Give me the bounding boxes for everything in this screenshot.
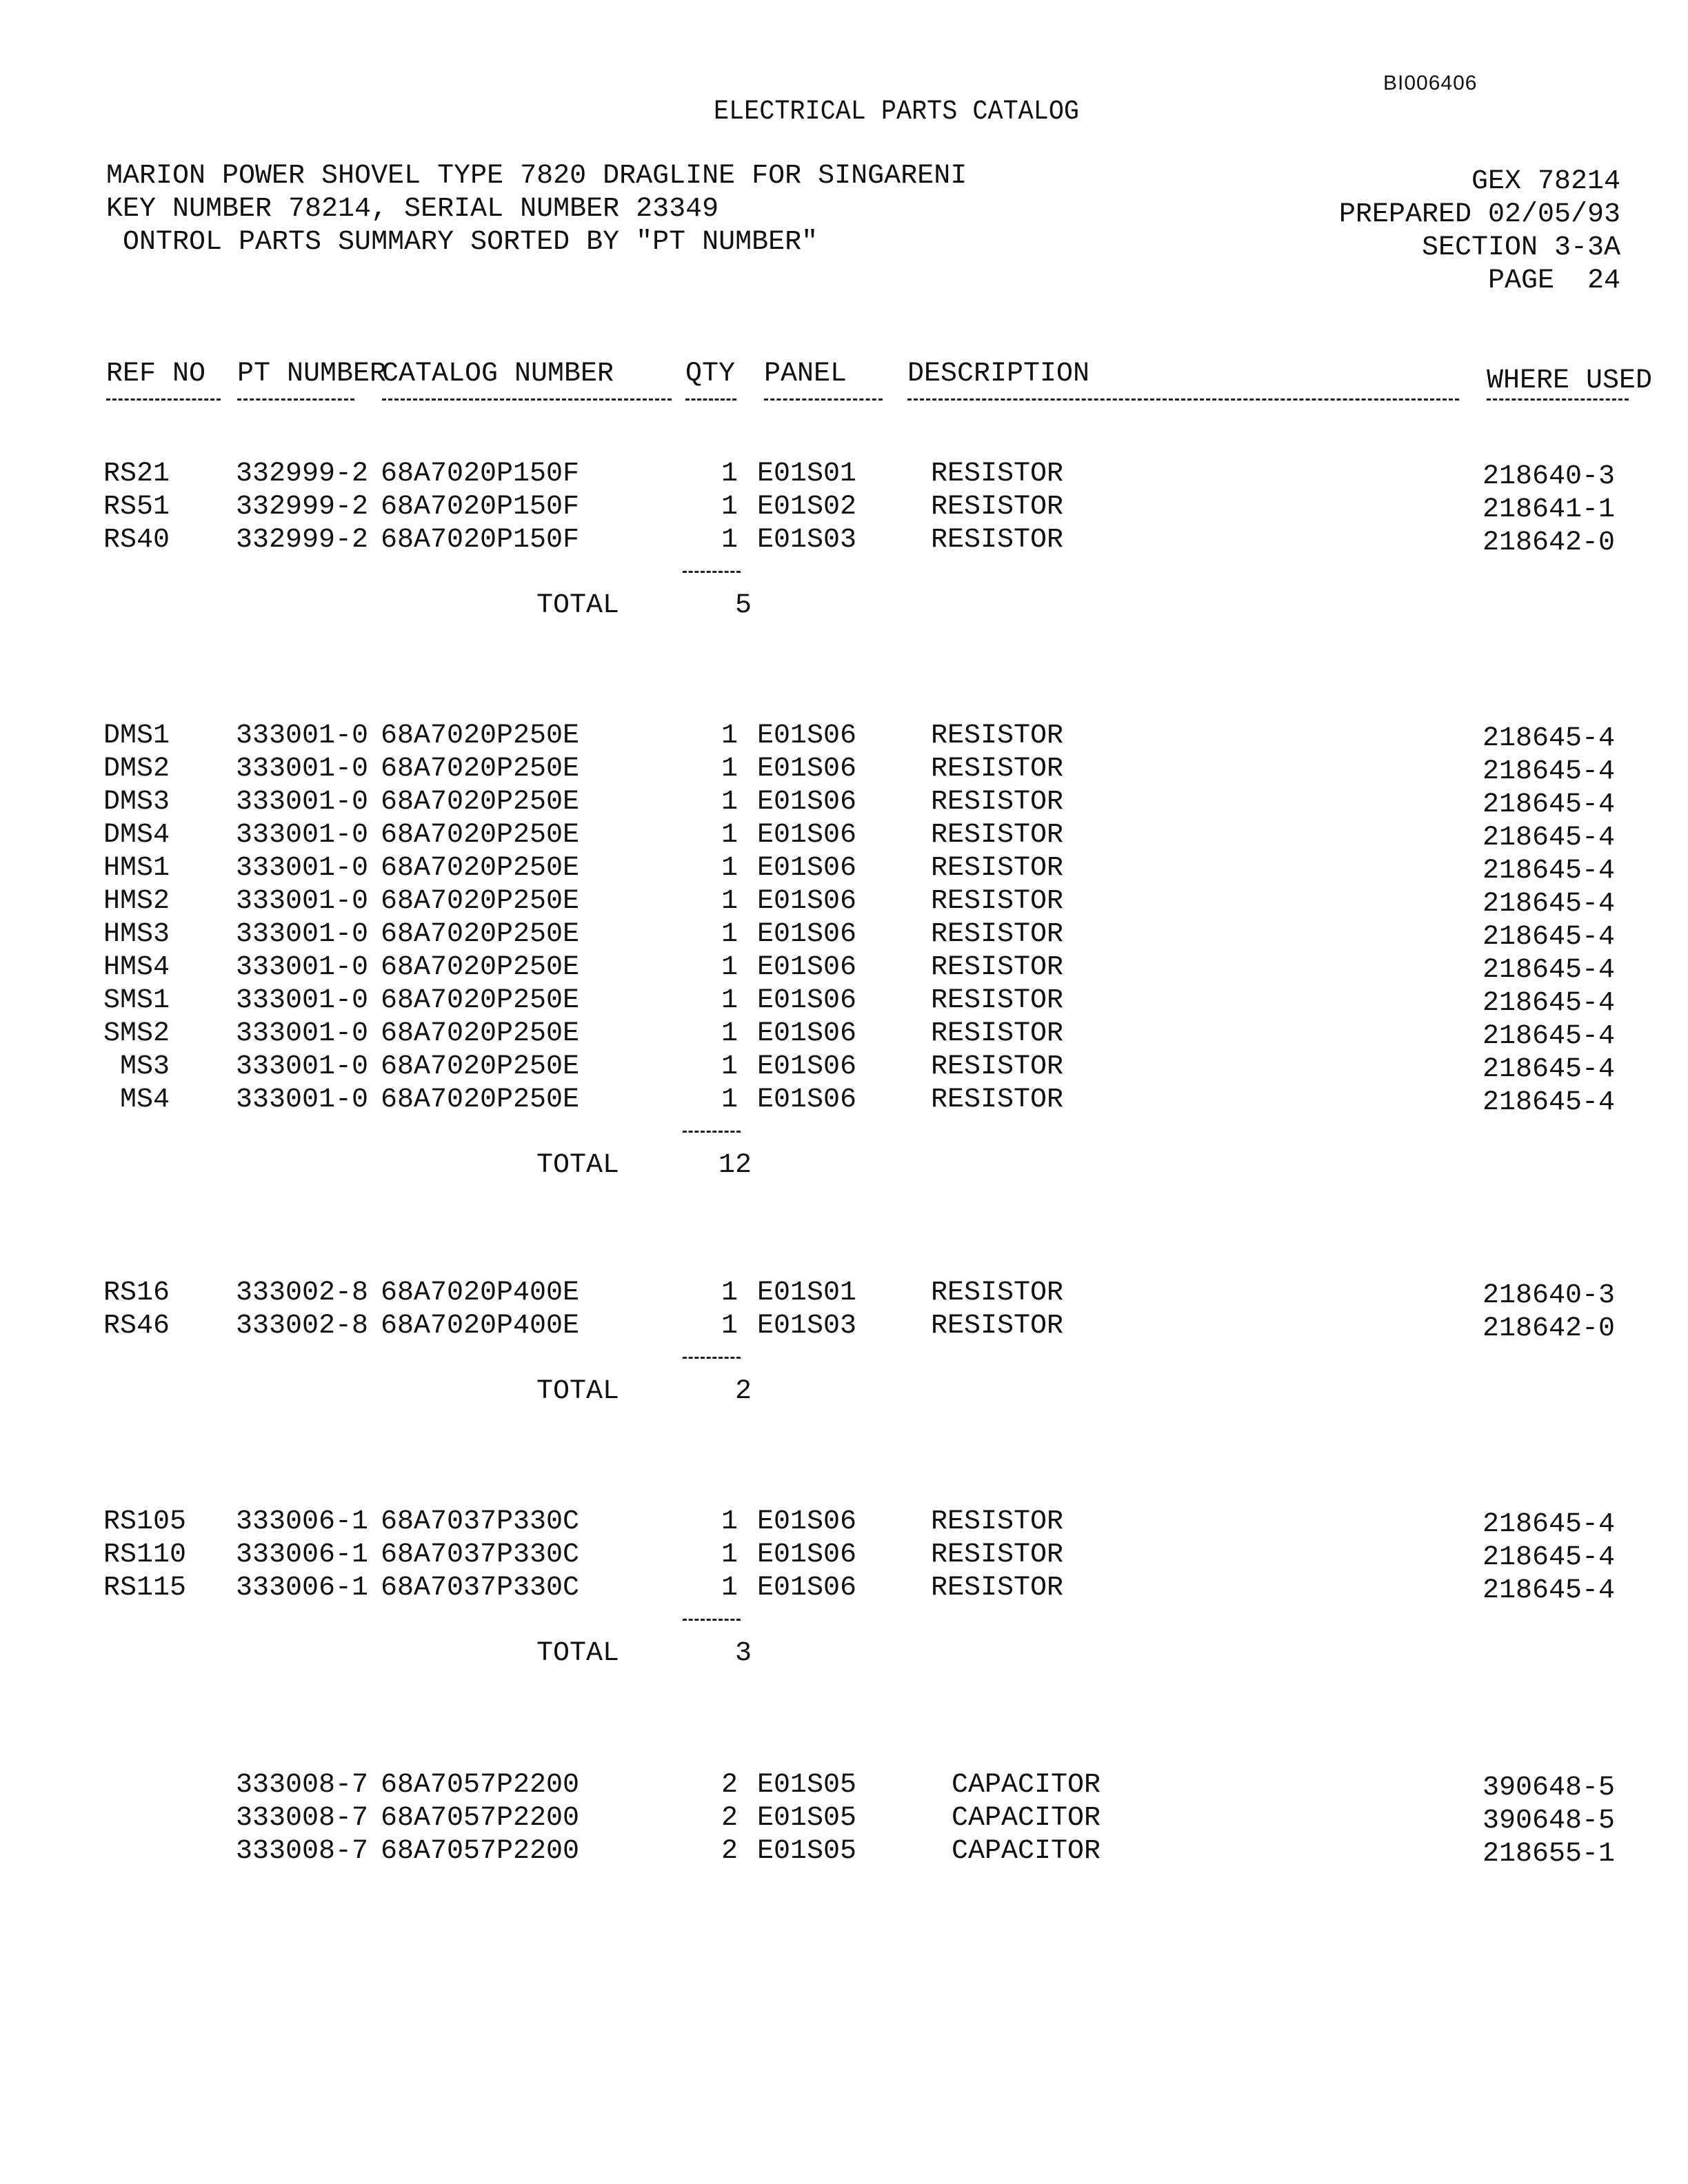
pt-number-cell: 333008-7: [236, 1770, 369, 1801]
column-headers: [0, 358, 1688, 421]
header-section: SECTION 3-3A: [1421, 232, 1620, 263]
header-page: PAGE 24: [1487, 265, 1620, 296]
total-value: 5: [734, 590, 752, 621]
table-row: [0, 1572, 1688, 1605]
where-used-cell: 218641-1: [1483, 494, 1616, 525]
qty-cell: 1: [721, 458, 738, 489]
table-row: [0, 524, 1688, 557]
col-panel: PANEL: [764, 358, 847, 390]
panel-cell: E01S06: [757, 919, 857, 950]
ref-no-cell: DMS2: [103, 754, 170, 785]
ref-no-cell: DMS3: [103, 787, 170, 818]
divider: [907, 398, 1459, 401]
description-cell: CAPACITOR: [952, 1803, 1101, 1834]
panel-cell: E01S06: [757, 952, 857, 983]
catalog-number-cell: 68A7037P330C: [381, 1573, 580, 1604]
description-cell: RESISTOR: [931, 525, 1064, 556]
panel-cell: E01S06: [757, 1018, 857, 1049]
table-row: [0, 1539, 1688, 1572]
pt-number-cell: 333006-1: [236, 1539, 369, 1570]
where-used-cell: 390648-5: [1483, 1806, 1616, 1837]
qty-cell: 1: [721, 720, 738, 751]
total-rule-dashes: [683, 1619, 741, 1621]
ref-no-cell: HMS1: [103, 853, 170, 884]
where-used-cell: 218645-4: [1483, 1575, 1616, 1606]
divider: [237, 398, 354, 401]
where-used-cell: 218645-4: [1483, 1021, 1616, 1052]
total-rule: [0, 1605, 1688, 1637]
qty-cell: 1: [721, 853, 738, 884]
table-row: [0, 753, 1688, 786]
catalog-number-cell: 68A7020P250E: [381, 853, 580, 884]
where-used-cell: 218655-1: [1483, 1839, 1616, 1870]
table-row: [0, 1769, 1688, 1802]
qty-cell: 1: [721, 820, 738, 851]
col-ref-no: REF NO: [106, 358, 206, 390]
panel-cell: E01S06: [757, 985, 857, 1016]
ref-no-cell: HMS4: [103, 952, 170, 983]
total-value: 3: [734, 1638, 752, 1669]
divider: [1487, 398, 1629, 401]
catalog-number-cell: 68A7020P250E: [381, 919, 580, 950]
panel-cell: E01S06: [757, 853, 857, 884]
parts-group: [0, 1506, 1688, 1671]
description-cell: RESISTOR: [931, 754, 1064, 785]
table-row: [0, 1506, 1688, 1539]
qty-cell: 1: [721, 492, 738, 523]
panel-cell: E01S02: [757, 492, 857, 523]
where-used-cell: 218645-4: [1483, 756, 1616, 787]
ref-no-cell: RS51: [103, 492, 170, 523]
pt-number-cell: 333001-0: [236, 1084, 369, 1115]
panel-cell: E01S05: [757, 1803, 857, 1834]
pt-number-cell: 333001-0: [236, 720, 369, 751]
total-row: [0, 1375, 1688, 1409]
qty-cell: 2: [721, 1836, 738, 1867]
qty-cell: 1: [721, 1539, 738, 1570]
table-row: [0, 720, 1688, 753]
panel-cell: E01S06: [757, 787, 857, 818]
description-cell: RESISTOR: [931, 985, 1064, 1016]
total-rule: [0, 1117, 1688, 1149]
catalog-number-cell: 68A7037P330C: [381, 1506, 580, 1537]
ref-no-cell: HMS3: [103, 919, 170, 950]
description-cell: RESISTOR: [931, 1084, 1064, 1115]
description-cell: RESISTOR: [931, 853, 1064, 884]
pt-number-cell: 333001-0: [236, 886, 369, 917]
catalog-number-cell: 68A7020P250E: [381, 820, 580, 851]
divider: [106, 398, 221, 401]
qty-cell: 1: [721, 1311, 738, 1342]
panel-cell: E01S06: [757, 720, 857, 751]
table-row: [0, 885, 1688, 918]
where-used-cell: 218645-4: [1483, 1542, 1616, 1573]
table-row: [0, 984, 1688, 1018]
ref-no-cell: RS110: [103, 1539, 187, 1570]
total-label: TOTAL: [536, 1638, 620, 1669]
divider: [764, 398, 883, 401]
description-cell: RESISTOR: [931, 1573, 1064, 1604]
ref-no-cell: MS3: [103, 1051, 170, 1082]
description-cell: RESISTOR: [931, 787, 1064, 818]
pt-number-cell: 333001-0: [236, 952, 369, 983]
ref-no-cell: RS115: [103, 1573, 187, 1604]
total-rule-dashes: [683, 1131, 741, 1133]
qty-cell: 1: [721, 787, 738, 818]
description-cell: RESISTOR: [931, 1018, 1064, 1049]
catalog-number-cell: 68A7020P250E: [381, 754, 580, 785]
header-summary-line: ONTROL PARTS SUMMARY SORTED BY "PT NUMBER": [106, 227, 818, 258]
where-used-cell: 218645-4: [1483, 889, 1616, 920]
description-cell: CAPACITOR: [952, 1770, 1101, 1801]
ref-no-cell: DMS4: [103, 820, 170, 851]
total-value: 2: [734, 1376, 752, 1407]
panel-cell: E01S01: [757, 1277, 857, 1308]
panel-cell: E01S06: [757, 820, 857, 851]
pt-number-cell: 333002-8: [236, 1277, 369, 1308]
total-rule: [0, 557, 1688, 589]
table-row: [0, 1835, 1688, 1868]
panel-cell: E01S01: [757, 458, 857, 489]
catalog-number-cell: 68A7020P250E: [381, 1018, 580, 1049]
total-row: [0, 1637, 1688, 1671]
where-used-cell: 218640-3: [1483, 461, 1616, 492]
catalog-number-cell: 68A7020P150F: [381, 458, 580, 489]
col-catalog-number: CATALOG NUMBER: [382, 358, 614, 390]
catalog-number-cell: 68A7020P250E: [381, 1084, 580, 1115]
panel-cell: E01S05: [757, 1770, 857, 1801]
table-row: [0, 458, 1688, 491]
description-cell: RESISTOR: [931, 1311, 1064, 1342]
where-used-cell: 218645-4: [1483, 723, 1616, 754]
qty-cell: 1: [721, 1506, 738, 1537]
catalog-number-cell: 68A7020P400E: [381, 1277, 580, 1308]
page-title: ELECTRICAL PARTS CATALOG: [713, 97, 1080, 128]
pt-number-cell: 333008-7: [236, 1836, 369, 1867]
panel-cell: E01S06: [757, 1573, 857, 1604]
pt-number-cell: 333001-0: [236, 820, 369, 851]
total-rule-dashes: [683, 1357, 741, 1359]
where-used-cell: 218642-0: [1483, 1313, 1616, 1344]
pt-number-cell: 333001-0: [236, 1051, 369, 1082]
divider: [685, 398, 736, 401]
header-right: [1339, 165, 1620, 298]
where-used-cell: 218645-4: [1483, 856, 1616, 887]
catalog-number-cell: 68A7020P150F: [381, 525, 580, 556]
ref-no-cell: RS105: [103, 1506, 187, 1537]
table-row: [0, 1051, 1688, 1084]
header-left: [106, 160, 967, 259]
panel-cell: E01S06: [757, 1051, 857, 1082]
catalog-number-cell: 68A7057P2200: [381, 1836, 580, 1867]
panel-cell: E01S06: [757, 886, 857, 917]
table-row: [0, 1310, 1688, 1343]
parts-group: [0, 1769, 1688, 1868]
header-prepared: PREPARED 02/05/93: [1338, 199, 1620, 230]
ref-no-cell: SMS2: [103, 1018, 170, 1049]
where-used-cell: 218645-4: [1483, 1509, 1616, 1540]
description-cell: RESISTOR: [931, 886, 1064, 917]
total-label: TOTAL: [536, 1150, 620, 1181]
total-label: TOTAL: [536, 1376, 620, 1407]
qty-cell: 1: [721, 1277, 738, 1308]
where-used-cell: 218645-4: [1483, 922, 1616, 953]
qty-cell: 1: [721, 1084, 738, 1115]
description-cell: RESISTOR: [931, 919, 1064, 950]
table-row: [0, 786, 1688, 819]
description-cell: RESISTOR: [931, 492, 1064, 523]
where-used-cell: 218645-4: [1483, 789, 1616, 820]
qty-cell: 1: [721, 1051, 738, 1082]
where-used-cell: 218645-4: [1483, 822, 1616, 853]
pt-number-cell: 333001-0: [236, 919, 369, 950]
document-id: BI006406: [1383, 72, 1478, 94]
panel-cell: E01S03: [757, 1311, 857, 1342]
catalog-number-cell: 68A7020P250E: [381, 985, 580, 1016]
table-row: [0, 819, 1688, 852]
table-row: [0, 951, 1688, 984]
catalog-number-cell: 68A7020P250E: [381, 720, 580, 751]
pt-number-cell: 332999-2: [236, 525, 369, 556]
ref-no-cell: RS21: [103, 458, 170, 489]
catalog-number-cell: 68A7057P2200: [381, 1803, 580, 1834]
panel-cell: E01S05: [757, 1836, 857, 1867]
table-row: [0, 1277, 1688, 1310]
parts-group: [0, 720, 1688, 1183]
catalog-number-cell: 68A7020P250E: [381, 952, 580, 983]
total-label: TOTAL: [536, 590, 620, 621]
catalog-number-cell: 68A7057P2200: [381, 1770, 580, 1801]
header-gex: GEX 78214: [1471, 166, 1620, 197]
where-used-cell: 218642-0: [1483, 527, 1616, 558]
ref-no-cell: RS40: [103, 525, 170, 556]
pt-number-cell: 333001-0: [236, 853, 369, 884]
ref-no-cell: DMS1: [103, 720, 170, 751]
parts-group: [0, 458, 1688, 623]
catalog-number-cell: 68A7020P150F: [381, 492, 580, 523]
qty-cell: 2: [721, 1803, 738, 1834]
catalog-number-cell: 68A7020P250E: [381, 787, 580, 818]
description-cell: RESISTOR: [931, 1051, 1064, 1082]
table-row: [0, 1018, 1688, 1051]
description-cell: RESISTOR: [931, 820, 1064, 851]
description-cell: RESISTOR: [931, 720, 1064, 751]
qty-cell: 2: [721, 1770, 738, 1801]
table-row: [0, 852, 1688, 885]
divider: [382, 398, 672, 401]
panel-cell: E01S06: [757, 1084, 857, 1115]
panel-cell: E01S03: [757, 525, 857, 556]
pt-number-cell: 333006-1: [236, 1573, 369, 1604]
ref-no-cell: SMS1: [103, 985, 170, 1016]
col-pt-number: PT NUMBER: [237, 358, 387, 390]
pt-number-cell: 333002-8: [236, 1311, 369, 1342]
description-cell: RESISTOR: [931, 952, 1064, 983]
total-row: [0, 589, 1688, 623]
description-cell: RESISTOR: [931, 458, 1064, 489]
total-rule-dashes: [683, 571, 741, 573]
panel-cell: E01S06: [757, 1539, 857, 1570]
qty-cell: 1: [721, 985, 738, 1016]
table-row: [0, 1802, 1688, 1835]
pt-number-cell: 333001-0: [236, 754, 369, 785]
total-value: 12: [718, 1150, 752, 1181]
where-used-cell: 218640-3: [1483, 1280, 1616, 1311]
description-cell: RESISTOR: [931, 1506, 1064, 1537]
header-machine-line: MARION POWER SHOVEL TYPE 7820 DRAGLINE FOR SINGARENI: [106, 161, 967, 192]
ref-no-cell: MS4: [103, 1084, 170, 1115]
pt-number-cell: 333001-0: [236, 985, 369, 1016]
qty-cell: 1: [721, 525, 738, 556]
qty-cell: 1: [721, 952, 738, 983]
col-qty: QTY: [685, 358, 736, 390]
total-row: [0, 1149, 1688, 1183]
where-used-cell: 218645-4: [1483, 1087, 1616, 1118]
description-cell: RESISTOR: [931, 1277, 1064, 1308]
where-used-cell: 218645-4: [1483, 1054, 1616, 1085]
qty-cell: 1: [721, 886, 738, 917]
total-rule: [0, 1343, 1688, 1375]
panel-cell: E01S06: [757, 754, 857, 785]
parts-group: [0, 1277, 1688, 1409]
catalog-number-cell: 68A7020P400E: [381, 1311, 580, 1342]
qty-cell: 1: [721, 1018, 738, 1049]
ref-no-cell: HMS2: [103, 886, 170, 917]
where-used-cell: 218645-4: [1483, 988, 1616, 1019]
qty-cell: 1: [721, 919, 738, 950]
catalog-number-cell: 68A7037P330C: [381, 1539, 580, 1570]
table-row: [0, 1084, 1688, 1117]
pt-number-cell: 333008-7: [236, 1803, 369, 1834]
description-cell: CAPACITOR: [952, 1836, 1101, 1867]
header-key-line: KEY NUMBER 78214, SERIAL NUMBER 23349: [106, 194, 719, 225]
table-row: [0, 491, 1688, 524]
ref-no-cell: RS46: [103, 1311, 170, 1342]
col-where-used: WHERE USED: [1487, 365, 1653, 396]
pt-number-cell: 333006-1: [236, 1506, 369, 1537]
pt-number-cell: 332999-2: [236, 458, 369, 489]
table-row: [0, 918, 1688, 951]
qty-cell: 1: [721, 754, 738, 785]
pt-number-cell: 333001-0: [236, 787, 369, 818]
catalog-number-cell: 68A7020P250E: [381, 1051, 580, 1082]
qty-cell: 1: [721, 1573, 738, 1604]
col-description: DESCRIPTION: [907, 358, 1090, 390]
panel-cell: E01S06: [757, 1506, 857, 1537]
where-used-cell: 218645-4: [1483, 955, 1616, 986]
catalog-number-cell: 68A7020P250E: [381, 886, 580, 917]
where-used-cell: 390648-5: [1483, 1772, 1616, 1803]
pt-number-cell: 333001-0: [236, 1018, 369, 1049]
description-cell: RESISTOR: [931, 1539, 1064, 1570]
ref-no-cell: RS16: [103, 1277, 170, 1308]
pt-number-cell: 332999-2: [236, 492, 369, 523]
